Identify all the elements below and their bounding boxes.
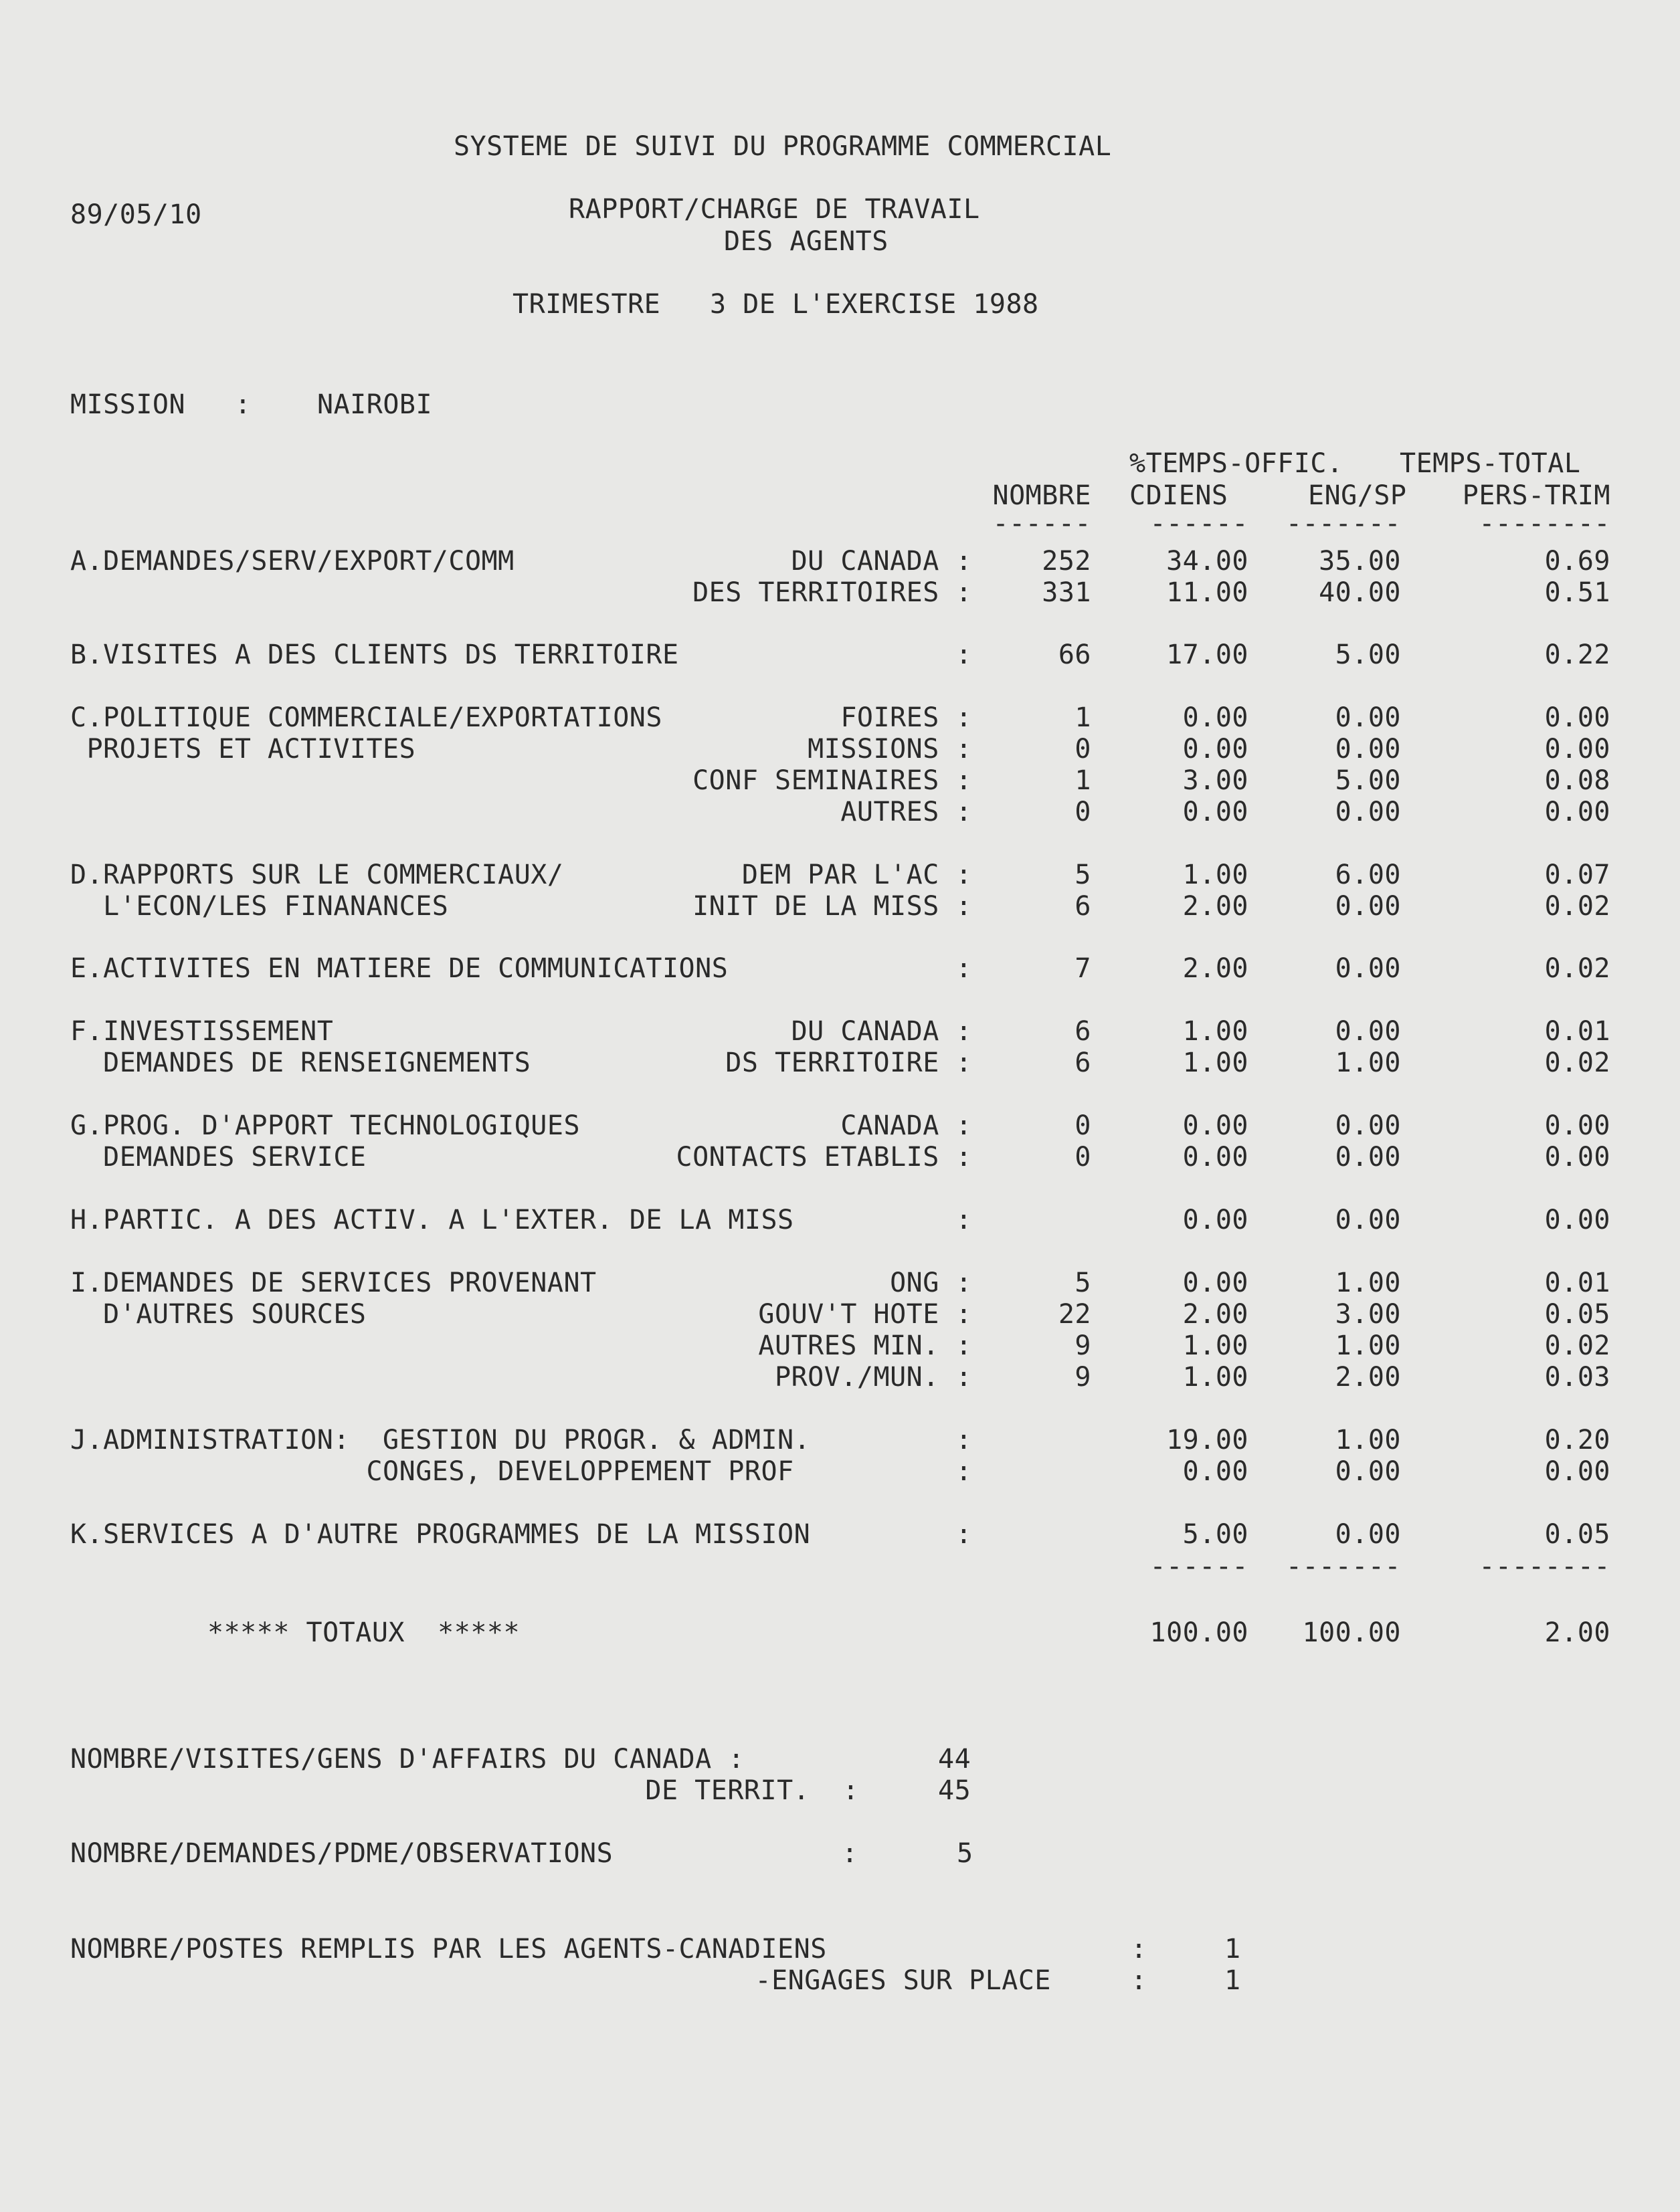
row-perstrim: 0.00 bbox=[1544, 1142, 1610, 1173]
row-sublabel: GOUV'T HOTE : bbox=[758, 1299, 972, 1330]
row-perstrim: 0.02 bbox=[1544, 1330, 1610, 1361]
col-engsp-rule: ------- bbox=[1285, 508, 1401, 539]
row-nombre: 331 bbox=[1042, 577, 1091, 608]
totals-perstrim: 2.00 bbox=[1544, 1617, 1610, 1648]
row-perstrim: 0.00 bbox=[1544, 1110, 1610, 1141]
row-sublabel: ONG : bbox=[890, 1268, 972, 1298]
row-label: J.ADMINISTRATION: GESTION DU PROGR. & ADMIN. bbox=[70, 1425, 811, 1455]
mission-value: NAIROBI bbox=[317, 389, 433, 420]
row-nombre: 0 bbox=[1075, 797, 1091, 827]
row-engsp: 1.00 bbox=[1335, 1330, 1401, 1361]
row-engsp: 6.00 bbox=[1335, 860, 1401, 890]
row-engsp: 40.00 bbox=[1319, 577, 1401, 608]
visites-canada-value: 44 bbox=[938, 1744, 971, 1775]
col-engsp-header: ENG/SP bbox=[1308, 480, 1407, 511]
row-perstrim: 0.08 bbox=[1544, 765, 1610, 796]
row-perstrim: 0.02 bbox=[1544, 1047, 1610, 1078]
row-sublabel: : bbox=[955, 1425, 972, 1455]
row-label: C.POLITIQUE COMMERCIALE/EXPORTATIONS bbox=[70, 702, 662, 733]
row-nombre: 6 bbox=[1075, 891, 1091, 922]
row-label: F.INVESTISSEMENT bbox=[70, 1016, 334, 1047]
row-engsp: 0.00 bbox=[1335, 1110, 1401, 1141]
row-label: PROJETS ET ACTIVITES bbox=[70, 734, 416, 765]
row-nombre: 1 bbox=[1075, 765, 1091, 796]
col-nombre-rule: ------ bbox=[992, 508, 1091, 539]
row-cdiens: 34.00 bbox=[1166, 546, 1248, 577]
row-engsp: 0.00 bbox=[1335, 1142, 1401, 1173]
row-label: G.PROG. D'APPORT TECHNOLOGIQUES bbox=[70, 1110, 581, 1141]
row-sublabel: CONF SEMINAIRES : bbox=[692, 765, 972, 796]
row-perstrim: 0.00 bbox=[1544, 1456, 1610, 1487]
row-label: H.PARTIC. A DES ACTIV. A L'EXTER. DE LA MISS bbox=[70, 1205, 794, 1235]
postes-canadiens-value: 1 bbox=[1224, 1934, 1241, 1965]
row-nombre: 252 bbox=[1042, 546, 1091, 577]
col-group-header: %TEMPS-OFFIC. bbox=[1129, 448, 1343, 479]
row-label: I.DEMANDES DE SERVICES PROVENANT bbox=[70, 1268, 597, 1298]
row-engsp: 0.00 bbox=[1335, 953, 1401, 984]
row-label: K.SERVICES A D'AUTRE PROGRAMMES DE LA MISSION bbox=[70, 1519, 811, 1550]
totals-cdiens-rule: ------ bbox=[1149, 1551, 1248, 1582]
row-engsp: 1.00 bbox=[1335, 1425, 1401, 1455]
row-cdiens: 1.00 bbox=[1182, 860, 1248, 890]
row-sublabel: DU CANADA : bbox=[791, 1016, 972, 1047]
row-perstrim: 0.02 bbox=[1544, 891, 1610, 922]
col-cdiens-header: CDIENS bbox=[1129, 480, 1228, 511]
row-engsp: 1.00 bbox=[1335, 1047, 1401, 1078]
row-label: D.RAPPORTS SUR LE COMMERCIAUX/ bbox=[70, 860, 564, 890]
row-perstrim: 0.05 bbox=[1544, 1299, 1610, 1330]
row-label: DEMANDES DE RENSEIGNEMENTS bbox=[70, 1047, 531, 1078]
row-perstrim: 0.05 bbox=[1544, 1519, 1610, 1550]
row-cdiens: 2.00 bbox=[1182, 1299, 1248, 1330]
row-engsp: 0.00 bbox=[1335, 891, 1401, 922]
totals-cdiens: 100.00 bbox=[1149, 1617, 1248, 1648]
row-perstrim: 0.20 bbox=[1544, 1425, 1610, 1455]
row-sublabel: DS TERRITOIRE : bbox=[725, 1047, 972, 1078]
totals-engsp-rule: ------- bbox=[1285, 1551, 1401, 1582]
row-perstrim: 0.51 bbox=[1544, 577, 1610, 608]
row-sublabel: : bbox=[955, 953, 972, 984]
row-sublabel: : bbox=[955, 1519, 972, 1550]
row-engsp: 5.00 bbox=[1335, 639, 1401, 670]
postes-place-colon: : bbox=[1131, 1965, 1147, 1996]
row-nombre: 1 bbox=[1075, 702, 1091, 733]
row-perstrim: 0.69 bbox=[1544, 546, 1610, 577]
col-cdiens-rule: ------ bbox=[1149, 508, 1248, 539]
row-nombre: 6 bbox=[1075, 1016, 1091, 1047]
totals-engsp: 100.00 bbox=[1302, 1617, 1401, 1648]
row-sublabel: : bbox=[955, 1456, 972, 1487]
row-sublabel: : bbox=[955, 1205, 972, 1235]
row-cdiens: 1.00 bbox=[1182, 1330, 1248, 1361]
row-nombre: 22 bbox=[1058, 1299, 1091, 1330]
row-sublabel: INIT DE LA MISS : bbox=[692, 891, 972, 922]
col-total-header: TEMPS-TOTAL bbox=[1400, 448, 1581, 479]
visites-territ-label: DE TERRIT. : bbox=[645, 1775, 859, 1806]
col-perstrim-header: PERS-TRIM bbox=[1462, 480, 1610, 511]
row-perstrim: 0.02 bbox=[1544, 953, 1610, 984]
row-sublabel: DU CANADA : bbox=[791, 546, 972, 577]
report-title-line1: RAPPORT/CHARGE DE TRAVAIL bbox=[569, 194, 980, 225]
row-engsp: 0.00 bbox=[1335, 1205, 1401, 1235]
row-engsp: 0.00 bbox=[1335, 1456, 1401, 1487]
row-cdiens: 0.00 bbox=[1182, 1268, 1248, 1298]
row-cdiens: 1.00 bbox=[1182, 1362, 1248, 1393]
row-cdiens: 0.00 bbox=[1182, 702, 1248, 733]
row-engsp: 0.00 bbox=[1335, 1519, 1401, 1550]
row-label: DEMANDES SERVICE bbox=[70, 1142, 367, 1173]
row-cdiens: 11.00 bbox=[1166, 577, 1248, 608]
row-cdiens: 3.00 bbox=[1182, 765, 1248, 796]
row-label: L'ECON/LES FINANANCES bbox=[70, 891, 449, 922]
row-perstrim: 0.01 bbox=[1544, 1016, 1610, 1047]
postes-place-label: -ENGAGES SUR PLACE bbox=[755, 1965, 1051, 1996]
row-engsp: 2.00 bbox=[1335, 1362, 1401, 1393]
row-sublabel: : bbox=[955, 639, 972, 670]
row-perstrim: 0.00 bbox=[1544, 1205, 1610, 1235]
row-cdiens: 0.00 bbox=[1182, 1456, 1248, 1487]
row-nombre: 7 bbox=[1075, 953, 1091, 984]
postes-colon: : bbox=[1131, 1934, 1147, 1965]
row-cdiens: 1.00 bbox=[1182, 1047, 1248, 1078]
postes-label: NOMBRE/POSTES REMPLIS PAR LES AGENTS-CANADIENS bbox=[70, 1934, 827, 1965]
row-sublabel: AUTRES : bbox=[840, 797, 972, 827]
row-engsp: 0.00 bbox=[1335, 797, 1401, 827]
row-engsp: 35.00 bbox=[1319, 546, 1401, 577]
row-engsp: 3.00 bbox=[1335, 1299, 1401, 1330]
row-perstrim: 0.00 bbox=[1544, 797, 1610, 827]
row-label: B.VISITES A DES CLIENTS DS TERRITOIRE bbox=[70, 639, 679, 670]
row-cdiens: 2.00 bbox=[1182, 953, 1248, 984]
row-cdiens: 0.00 bbox=[1182, 797, 1248, 827]
totals-perstrim-rule: -------- bbox=[1479, 1551, 1610, 1582]
demandes-colon: : bbox=[842, 1838, 858, 1869]
row-cdiens: 1.00 bbox=[1182, 1016, 1248, 1047]
row-cdiens: 17.00 bbox=[1166, 639, 1248, 670]
demandes-label: NOMBRE/DEMANDES/PDME/OBSERVATIONS bbox=[70, 1838, 614, 1869]
row-engsp: 0.00 bbox=[1335, 734, 1401, 765]
row-nombre: 5 bbox=[1075, 860, 1091, 890]
col-perstrim-rule: -------- bbox=[1479, 508, 1610, 539]
row-nombre: 66 bbox=[1058, 639, 1091, 670]
row-nombre: 9 bbox=[1075, 1330, 1091, 1361]
row-cdiens: 0.00 bbox=[1182, 734, 1248, 765]
row-engsp: 0.00 bbox=[1335, 1016, 1401, 1047]
row-perstrim: 0.00 bbox=[1544, 702, 1610, 733]
demandes-value: 5 bbox=[957, 1838, 973, 1869]
row-sublabel: DEM PAR L'AC : bbox=[741, 860, 972, 890]
row-label: D'AUTRES SOURCES bbox=[70, 1299, 367, 1330]
row-perstrim: 0.03 bbox=[1544, 1362, 1610, 1393]
row-sublabel: AUTRES MIN. : bbox=[758, 1330, 972, 1361]
row-nombre: 6 bbox=[1075, 1047, 1091, 1078]
row-nombre: 0 bbox=[1075, 734, 1091, 765]
row-perstrim: 0.01 bbox=[1544, 1268, 1610, 1298]
row-engsp: 1.00 bbox=[1335, 1268, 1401, 1298]
row-cdiens: 0.00 bbox=[1182, 1205, 1248, 1235]
report-period: TRIMESTRE 3 DE L'EXERCISE 1988 bbox=[512, 289, 1039, 320]
report-date: 89/05/10 bbox=[70, 199, 202, 230]
row-label: CONGES, DEVELOPPEMENT PROF bbox=[70, 1456, 794, 1487]
postes-place-value: 1 bbox=[1224, 1965, 1241, 1996]
mission-label: MISSION : bbox=[70, 389, 252, 420]
row-nombre: 0 bbox=[1075, 1110, 1091, 1141]
row-sublabel: DES TERRITOIRES : bbox=[692, 577, 972, 608]
visites-label: NOMBRE/VISITES/GENS D'AFFAIRS DU CANADA : bbox=[70, 1744, 745, 1775]
row-perstrim: 0.00 bbox=[1544, 734, 1610, 765]
row-perstrim: 0.07 bbox=[1544, 860, 1610, 890]
totals-label: ***** TOTAUX ***** bbox=[207, 1617, 521, 1648]
row-engsp: 5.00 bbox=[1335, 765, 1401, 796]
row-cdiens: 19.00 bbox=[1166, 1425, 1248, 1455]
row-sublabel: CONTACTS ETABLIS : bbox=[676, 1142, 972, 1173]
row-perstrim: 0.22 bbox=[1544, 639, 1610, 670]
row-sublabel: CANADA : bbox=[840, 1110, 972, 1141]
row-cdiens: 5.00 bbox=[1182, 1519, 1248, 1550]
system-title: SYSTEME DE SUIVI DU PROGRAMME COMMERCIAL bbox=[454, 131, 1112, 162]
row-engsp: 0.00 bbox=[1335, 702, 1401, 733]
row-label: E.ACTIVITES EN MATIERE DE COMMUNICATIONS bbox=[70, 953, 729, 984]
row-sublabel: FOIRES : bbox=[840, 702, 972, 733]
row-label: A.DEMANDES/SERV/EXPORT/COMM bbox=[70, 546, 515, 577]
row-sublabel: MISSIONS : bbox=[808, 734, 972, 765]
row-nombre: 9 bbox=[1075, 1362, 1091, 1393]
row-cdiens: 0.00 bbox=[1182, 1142, 1248, 1173]
row-nombre: 0 bbox=[1075, 1142, 1091, 1173]
col-nombre-header: NOMBRE bbox=[992, 480, 1091, 511]
report-title-line2: DES AGENTS bbox=[724, 226, 889, 257]
row-nombre: 5 bbox=[1075, 1268, 1091, 1298]
row-cdiens: 0.00 bbox=[1182, 1110, 1248, 1141]
row-cdiens: 2.00 bbox=[1182, 891, 1248, 922]
row-sublabel: PROV./MUN. : bbox=[775, 1362, 972, 1393]
visites-territ-value: 45 bbox=[938, 1775, 971, 1806]
